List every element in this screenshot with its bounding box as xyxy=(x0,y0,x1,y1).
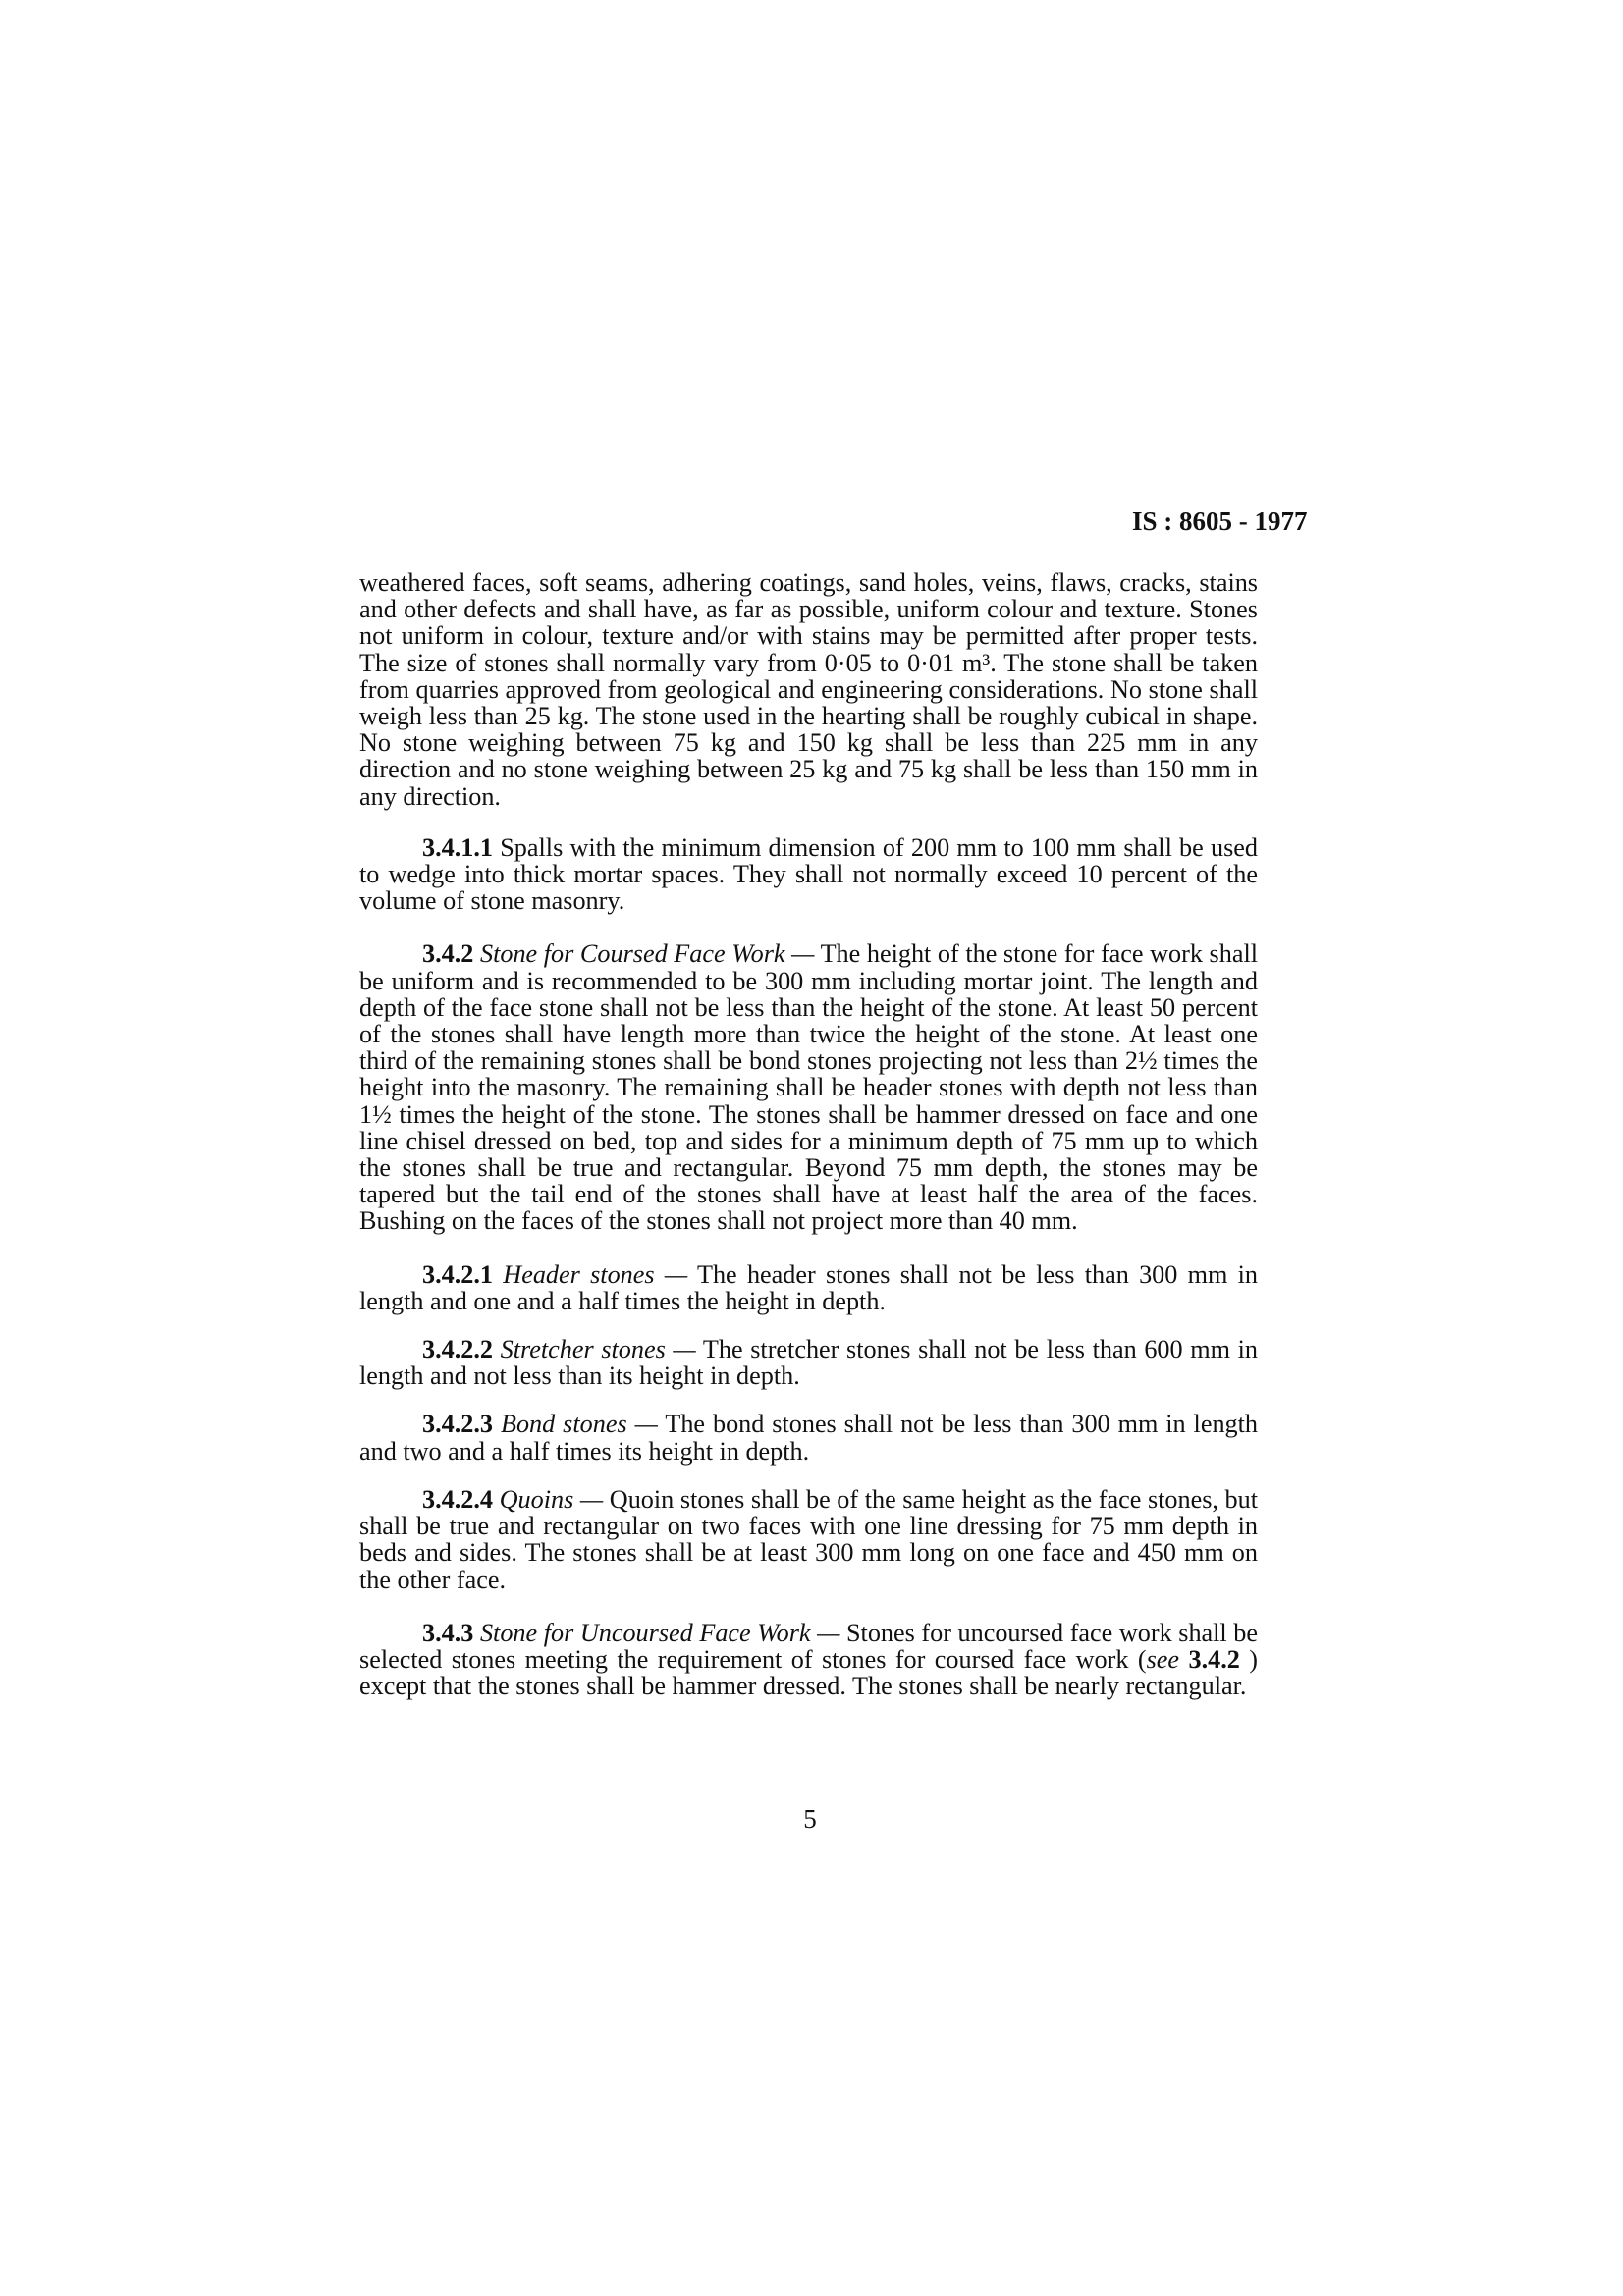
clause-text-end: ) except that the stones shall be hammer dressed. The stones shall be nearly rectangular. xyxy=(359,1644,1259,1701)
clause-text: Spalls with the minimum dimension of 200 mm to 100 mm shall be used to wedge into thick mortar spaces. They shall not normally exceed 10 percent of the volume of stone masonry. xyxy=(359,832,1258,916)
clause-3-4-2-1 xyxy=(359,1261,1258,1314)
clause-title: Bond stones — xyxy=(500,1410,658,1439)
clause-number: 3.4.3 xyxy=(422,1618,474,1647)
clause-3-4-2-4 xyxy=(359,1486,1258,1593)
clause-title: Header stones — xyxy=(503,1259,688,1289)
clause-number: 3.4.2 xyxy=(422,939,474,969)
clause-text: Stones for uncoursed face work shall be selected stones meeting the requirement of stones for coursed face work ( xyxy=(359,1618,1259,1674)
clause-text: The bond stones shall not be less than 300 mm in length and two and a half times its height in depth. xyxy=(359,1410,1259,1466)
cross-reference: 3.4.2 xyxy=(1188,1644,1240,1674)
clause-title: Stone for Uncoursed Face Work — xyxy=(479,1618,840,1647)
page-number: 5 xyxy=(803,1804,817,1834)
clause-number: 3.4.2.1 xyxy=(422,1259,494,1289)
clause-title: Quoins — xyxy=(499,1484,604,1514)
clause-title: Stone for Coursed Face Work — xyxy=(479,939,815,969)
clause-title: Stretcher stones — xyxy=(500,1335,696,1364)
standard-number-header: IS : 8605 - 1977 xyxy=(1132,507,1308,536)
clause-3-4-3 xyxy=(359,1620,1258,1700)
paragraph-continuation xyxy=(359,569,1258,810)
clause-3-4-2 xyxy=(359,940,1258,1234)
clause-number: 3.4.2.2 xyxy=(422,1335,494,1364)
paragraph-text: weathered faces, soft seams, adhering coatings, sand holes, veins, flaws, cracks, stains and other defects and shall have, as far as possible, uniform colour and texture. Stones not uniform in colour, texture and/or with stains may be permitted after proper tests. The size of stones shall normally vary from 0·05 to 0·01 m³. The stone shall be taken from quarries approved from geological and engineering considerations. No stone shall weigh less than 25 kg. The stone used in the hearting shall be roughly cubical in shape. No stone weighing between 75 kg and 150 kg shall be less than 225 mm in any direction and no stone weighing between 25 kg and 75 kg shall be less than 150 mm in any direction. xyxy=(359,568,1258,811)
clause-number: 3.4.2.3 xyxy=(422,1410,494,1439)
clause-text: Quoin stones shall be of the same height as the face stones, but shall be true and rectangular on two faces with one line dressing for 75 mm depth in beds and sides. The stones shall be at least 300 mm long on one face and 450 mm on the other face. xyxy=(359,1484,1259,1594)
clause-text: The height of the stone for face work shall be uniform and is recommended to be 300 mm including mortar joint. The length and depth of the face stone shall not be less than the height of the stone. At least 50 percent of the stones shall have length more than twice the height of the stone. At least one third of the remaining stones shall be bond stones projecting not less than 2½ times the height into the masonry. The remaining shall be header stones with depth not less than 1½ times the height of the stone. The stones shall be hammer dressed on face and one line chisel dressed on bed, top and sides for a minimum depth of 75 mm up to which the stones shall be true and rectangular. Beyond 75 mm depth, the stones may be tapered but the tail end of the stones shall have at least half the area of the faces. Bushing on the faces of the stones shall not project more than 40 mm. xyxy=(359,939,1259,1236)
see-label: see xyxy=(1146,1644,1180,1674)
clause-number: 3.4.1.1 xyxy=(422,832,494,862)
clause-number: 3.4.2.4 xyxy=(422,1484,494,1514)
clause-3-4-2-2 xyxy=(359,1336,1258,1389)
clause-3-4-2-3 xyxy=(359,1411,1258,1464)
clause-text: The stretcher stones shall not be less than 600 mm in length and not less than its height in depth. xyxy=(359,1335,1259,1391)
clause-text: The header stones shall not be less than 300 mm in length and one and a half times the height in depth. xyxy=(359,1259,1259,1315)
clause-3-4-1-1 xyxy=(359,834,1258,915)
body-text xyxy=(359,569,1258,1699)
